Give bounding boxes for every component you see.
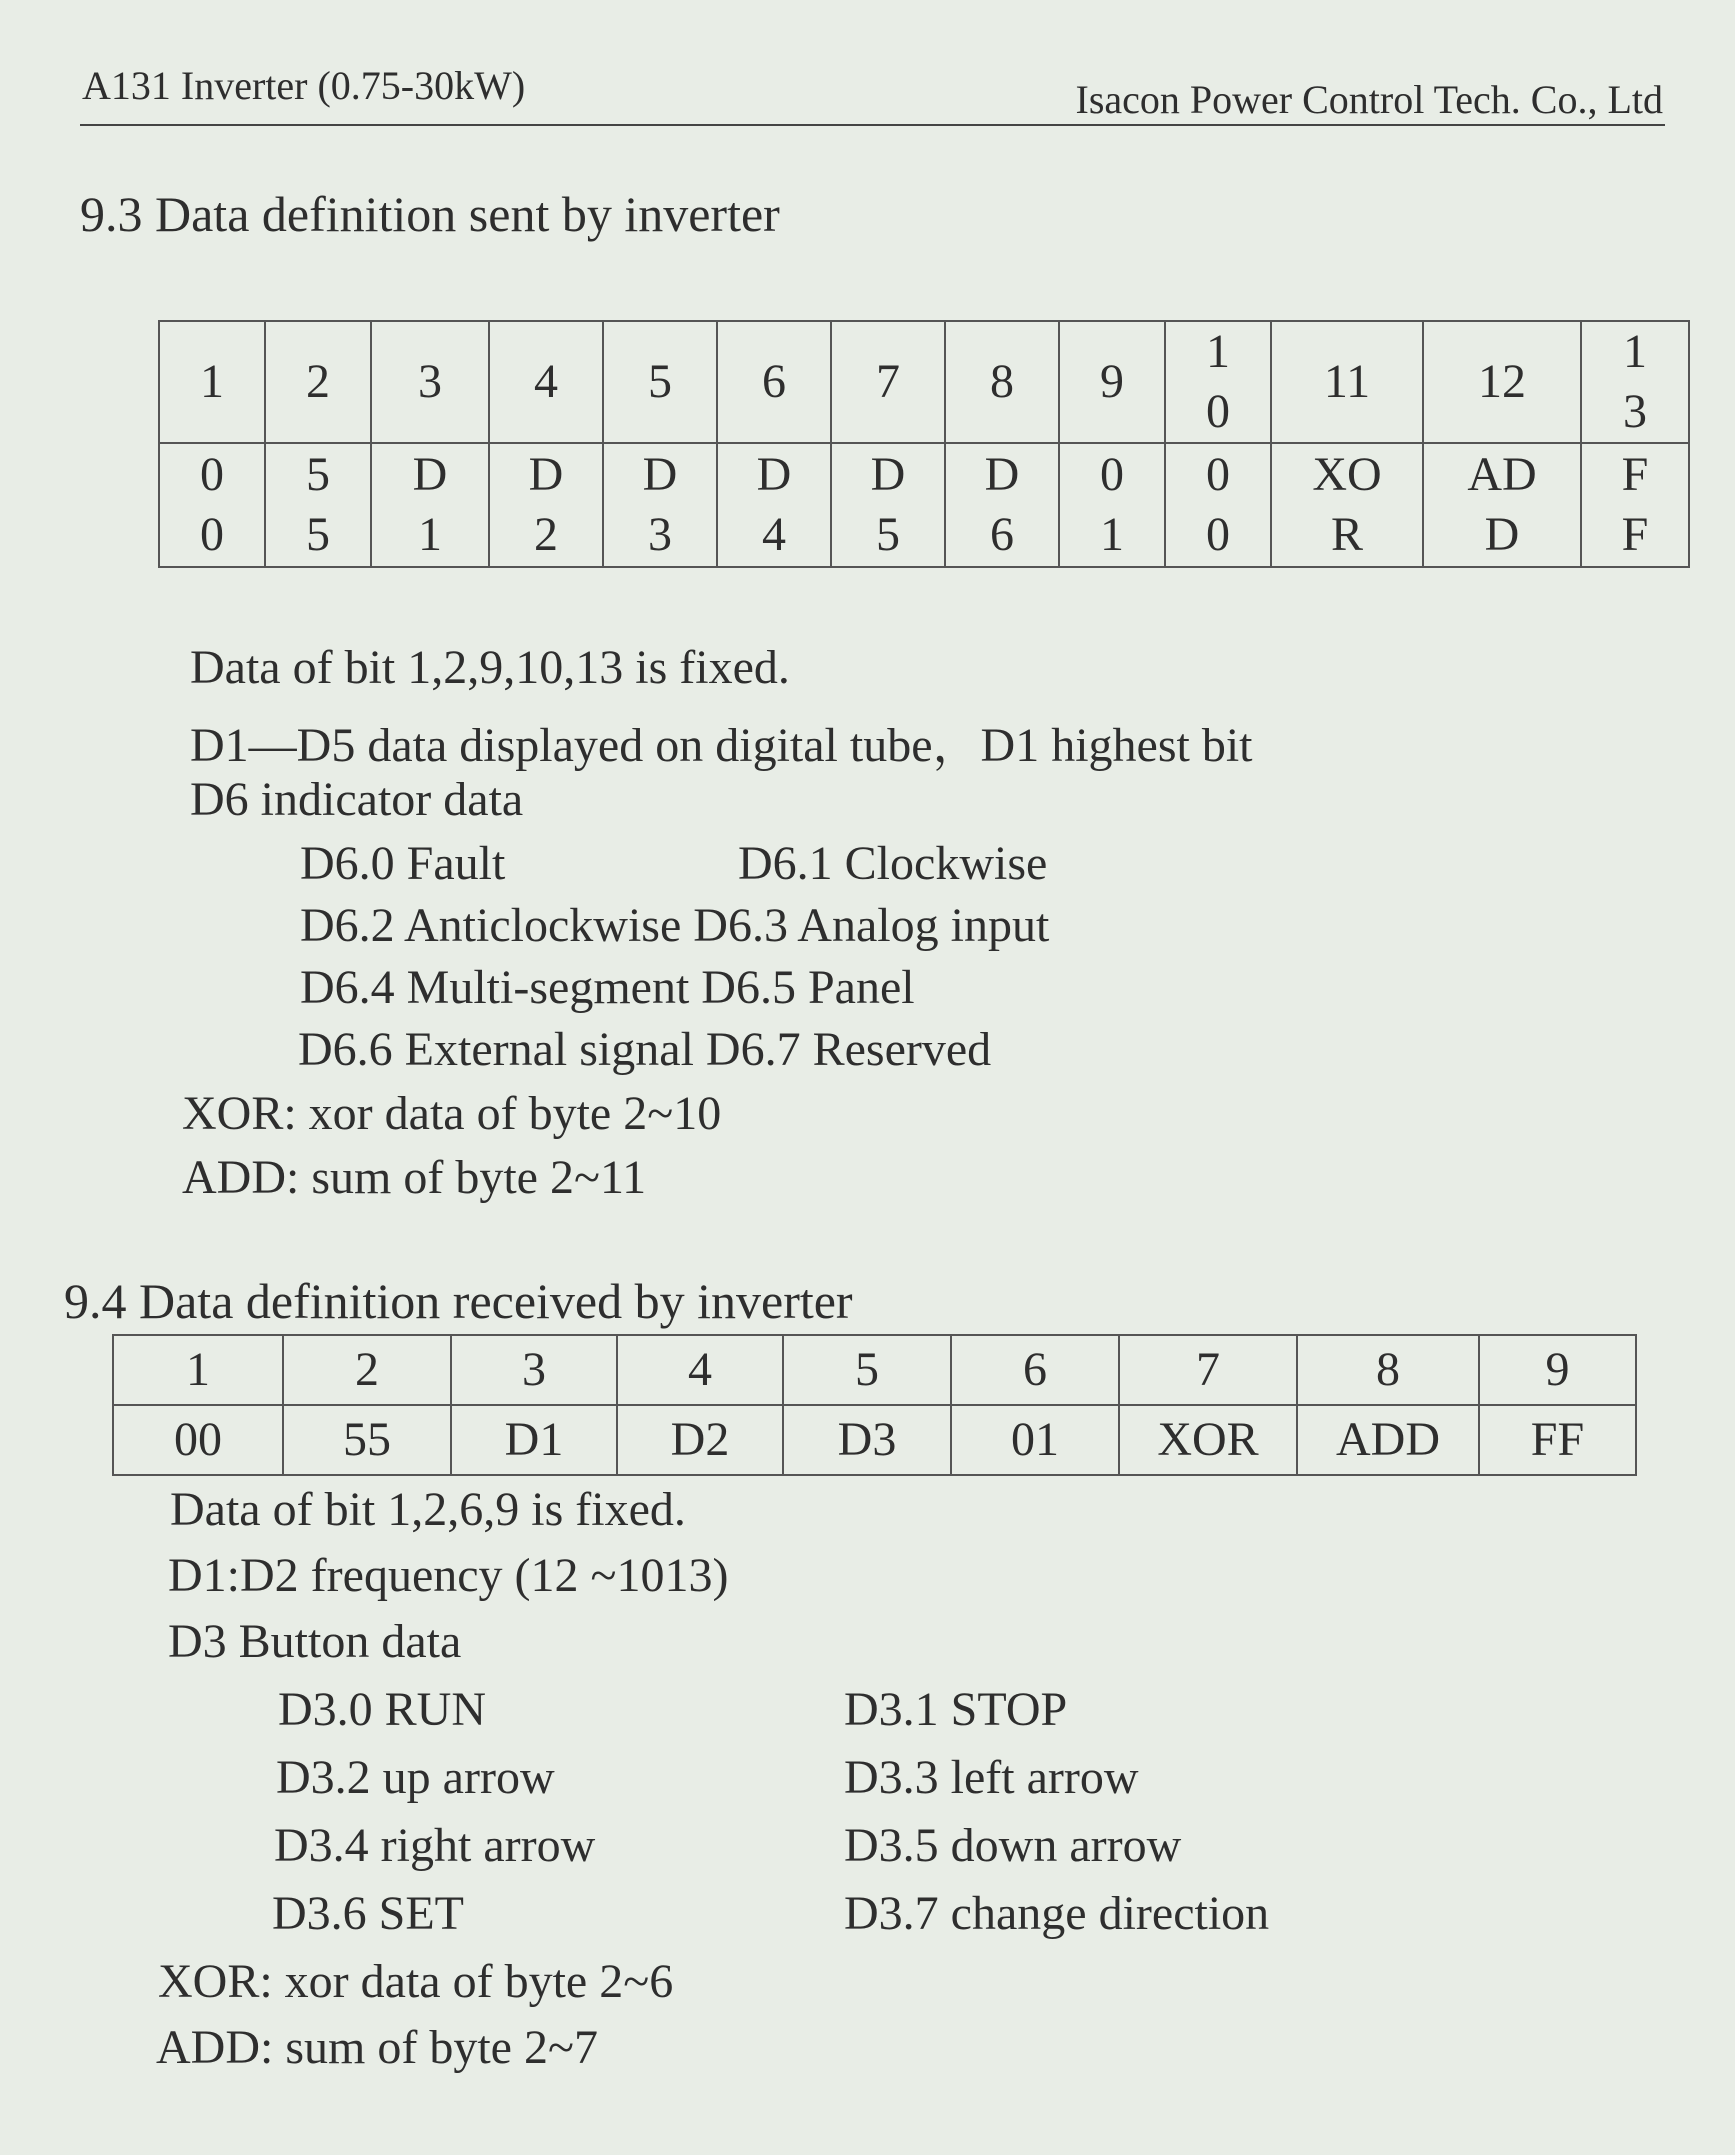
received-byte-value-cell-3: D1: [451, 1405, 617, 1475]
received-byte-index-cell-7: 7: [1119, 1335, 1297, 1405]
d3-2-label: D3.2 up arrow: [276, 1751, 555, 1804]
header-product: A131 Inverter (0.75-30kW): [82, 63, 526, 108]
d6-2-3-label: D6.2 Anticlockwise D6.3 Analog input: [300, 899, 1050, 952]
page-header: [80, 62, 1665, 126]
received-byte-index-cell-4: 4: [617, 1335, 783, 1405]
d6-0-label: D6.0 Fault: [300, 837, 506, 890]
received-fixed-note: Data of bit 1,2,6,9 is fixed.: [170, 1483, 686, 1536]
sent-byte-index-cell-5: 5: [603, 321, 717, 443]
sent-byte-index-cell-11: 11: [1271, 321, 1423, 443]
received-byte-value-cell-9: FF: [1479, 1405, 1636, 1475]
sent-byte-index-cell-8: 8: [945, 321, 1059, 443]
d3-1-label: D3.1 STOP: [844, 1683, 1068, 1736]
received-byte-index-cell-5: 5: [783, 1335, 951, 1405]
d3-0-label: D3.0 RUN: [278, 1683, 487, 1736]
d3-6-label: D3.6 SET: [272, 1887, 464, 1940]
received-byte-value-cell-4: D2: [617, 1405, 783, 1475]
sent-byte-value-cell-9: 0 1: [1059, 443, 1165, 567]
received-d3-note: D3 Button data: [168, 1615, 462, 1668]
received-byte-index-cell-6: 6: [951, 1335, 1119, 1405]
received-byte-value-cell-5: D3: [783, 1405, 951, 1475]
received-value-row: [113, 1405, 1636, 1475]
d3-3-label: D3.3 left arrow: [844, 1751, 1139, 1804]
d6-6-7-label: D6.6 External signal D6.7 Reserved: [298, 1023, 992, 1076]
received-byte-index-cell-2: 2: [283, 1335, 451, 1405]
sent-byte-index-cell-12: 12: [1423, 321, 1581, 443]
received-header-row: [113, 1335, 1636, 1405]
sent-byte-value-cell-1: 0 0: [159, 443, 265, 567]
received-xor-note: XOR: xor data of byte 2~6: [158, 1955, 674, 2008]
sent-byte-value-cell-3: D 1: [371, 443, 489, 567]
received-byte-index-cell-9: 9: [1479, 1335, 1636, 1405]
received-byte-value-cell-6: 01: [951, 1405, 1119, 1475]
sent-byte-index-cell-10: 1 0: [1165, 321, 1271, 443]
sent-byte-index-cell-6: 6: [717, 321, 831, 443]
sent-byte-value-cell-10: 0 0: [1165, 443, 1271, 567]
sent-xor-note: XOR: xor data of byte 2~10: [182, 1087, 722, 1140]
d6-4-5-label: D6.4 Multi-segment D6.5 Panel: [300, 961, 915, 1014]
sent-byte-value-cell-13: F F: [1581, 443, 1689, 567]
sent-byte-index-cell-7: 7: [831, 321, 945, 443]
received-byte-index-cell-1: 1: [113, 1335, 283, 1405]
received-frame-table: [112, 1334, 1637, 1476]
sent-byte-value-cell-4: D 2: [489, 443, 603, 567]
section-9-3-title: 9.3 Data definition sent by inverter: [80, 186, 780, 242]
sent-add-note: ADD: sum of byte 2~11: [182, 1151, 647, 1204]
sent-byte-value-cell-7: D 5: [831, 443, 945, 567]
sent-value-row: [159, 443, 1689, 567]
sent-byte-value-cell-5: D 3: [603, 443, 717, 567]
sent-byte-value-cell-11: XO R: [1271, 443, 1423, 567]
d3-7-label: D3.7 change direction: [844, 1887, 1270, 1940]
sent-d6-note: D6 indicator data: [190, 773, 524, 826]
received-byte-value-cell-8: ADD: [1297, 1405, 1479, 1475]
sent-fixed-note: Data of bit 1,2,9,10,13 is fixed.: [190, 641, 790, 694]
received-byte-value-cell-7: XOR: [1119, 1405, 1297, 1475]
received-byte-index-cell-8: 8: [1297, 1335, 1479, 1405]
d3-5-label: D3.5 down arrow: [844, 1819, 1182, 1872]
sent-byte-value-cell-8: D 6: [945, 443, 1059, 567]
sent-d1d5-note: D1—D5 data displayed on digital tube，D1 highest bit: [190, 719, 1253, 772]
received-add-note: ADD: sum of byte 2~7: [156, 2021, 598, 2074]
received-byte-index-cell-3: 3: [451, 1335, 617, 1405]
sent-header-row: [159, 321, 1689, 443]
received-freq-note: D1:D2 frequency (12 ~1013): [168, 1549, 729, 1602]
sent-byte-index-cell-3: 3: [371, 321, 489, 443]
sent-byte-value-cell-6: D 4: [717, 443, 831, 567]
sent-frame-table: [158, 320, 1690, 568]
sent-byte-index-cell-1: 1: [159, 321, 265, 443]
sent-byte-index-cell-4: 4: [489, 321, 603, 443]
sent-byte-index-cell-2: 2: [265, 321, 371, 443]
d3-4-label: D3.4 right arrow: [274, 1819, 596, 1872]
received-byte-value-cell-1: 00: [113, 1405, 283, 1475]
d6-1-label: D6.1 Clockwise: [738, 837, 1048, 890]
sent-byte-index-cell-9: 9: [1059, 321, 1165, 443]
header-company: Isacon Power Control Tech. Co., Ltd: [1075, 77, 1663, 122]
sent-byte-value-cell-12: AD D: [1423, 443, 1581, 567]
sent-byte-value-cell-2: 5 5: [265, 443, 371, 567]
section-9-4-title: 9.4 Data definition received by inverter: [64, 1273, 853, 1329]
received-byte-value-cell-2: 55: [283, 1405, 451, 1475]
sent-byte-index-cell-13: 1 3: [1581, 321, 1689, 443]
